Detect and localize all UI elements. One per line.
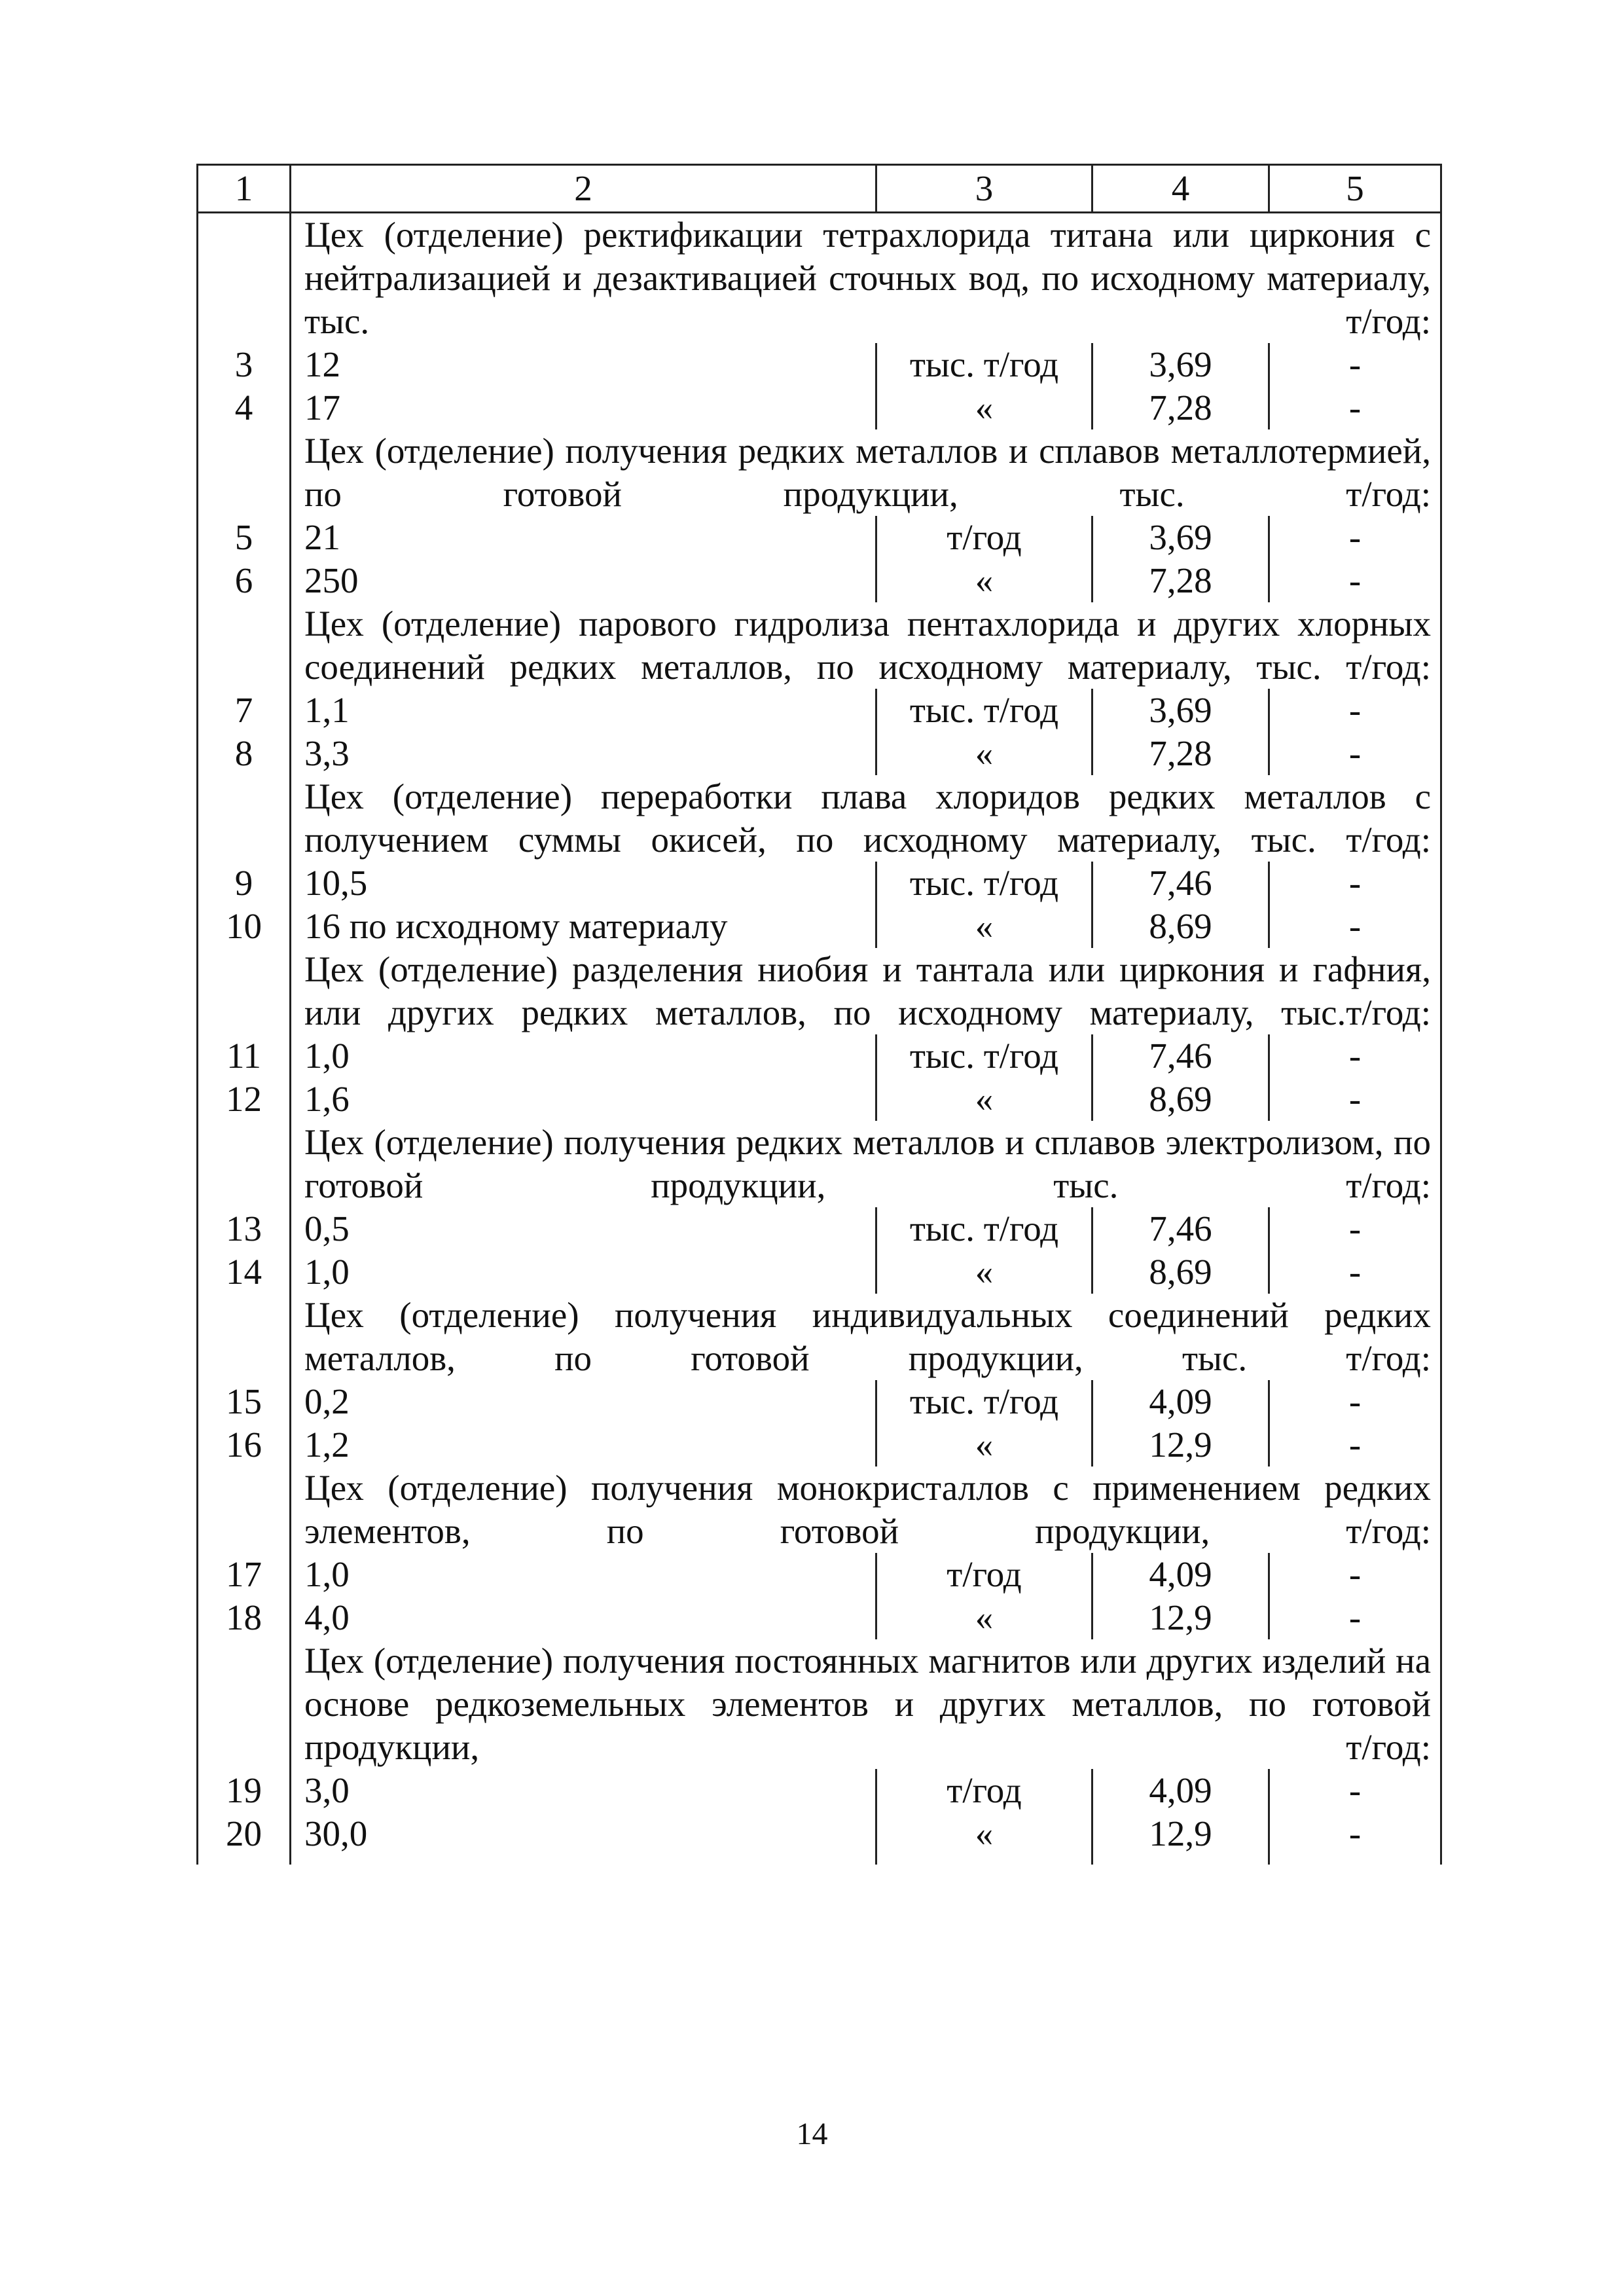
row-extra: -	[1269, 1207, 1441, 1250]
row-ratio: 7,46	[1092, 1034, 1269, 1078]
row-value: 21	[304, 517, 340, 557]
row-extra: -	[1269, 1769, 1441, 1812]
row-ratio: 7,28	[1092, 732, 1269, 775]
row-extra: -	[1269, 1596, 1441, 1639]
row-unit: т/год	[876, 1553, 1092, 1596]
row-value: 1,1	[304, 690, 350, 730]
row-value: 1,2	[304, 1425, 350, 1465]
row-number: 5	[198, 516, 291, 559]
page-number: 14	[796, 2117, 828, 2151]
row-unit: т/год	[876, 516, 1092, 559]
section-title: Цех (отделение) получения индивидуальных соединений редких металлов, по готовой продукции, тыс. т/год:	[291, 1294, 1441, 1380]
row-unit: «	[876, 1078, 1092, 1121]
row-extra: -	[1269, 516, 1441, 559]
row-number: 10	[198, 905, 291, 948]
section-title-row	[198, 213, 1441, 344]
section-title: Цех (отделение) парового гидролиза пентахлорида и других хлорных соединений редких металлов, по исходному материалу, тыс. т/год:	[291, 602, 1441, 689]
row-value: 1,0	[304, 1252, 350, 1292]
row-number: 11	[198, 1034, 291, 1078]
row-ratio: 12,9	[1092, 1423, 1269, 1467]
row-ratio: 4,09	[1092, 1380, 1269, 1423]
row-unit: «	[876, 1423, 1092, 1467]
row-number: 6	[198, 559, 291, 602]
row-value: 1,6	[304, 1079, 350, 1119]
row-number: 8	[198, 732, 291, 775]
row-number: 18	[198, 1596, 291, 1639]
row-ratio: 3,69	[1092, 689, 1269, 732]
row-value: 1,0	[304, 1554, 350, 1594]
row-ratio: 4,09	[1092, 1769, 1269, 1812]
section-title-row	[198, 1467, 1441, 1553]
table-row	[198, 516, 1441, 559]
row-ratio: 4,09	[1092, 1553, 1269, 1596]
table-row	[198, 386, 1441, 429]
row-value: 3,0	[304, 1770, 350, 1810]
table-row	[198, 905, 1441, 948]
row-extra: -	[1269, 689, 1441, 732]
row-number-cell	[198, 602, 291, 689]
table-row	[198, 1078, 1441, 1121]
row-extra: -	[1269, 1034, 1441, 1078]
row-ratio: 7,46	[1092, 862, 1269, 905]
section-title-row	[198, 948, 1441, 1034]
table-row	[198, 1423, 1441, 1467]
row-value: 3,3	[304, 733, 350, 773]
row-unit: т/год	[876, 1769, 1092, 1812]
row-ratio: 12,9	[1092, 1812, 1269, 1865]
section-title-row	[198, 602, 1441, 689]
row-extra: -	[1269, 1078, 1441, 1121]
row-extra: -	[1269, 1250, 1441, 1294]
section-title: Цех (отделение) разделения ниобия и тантала или циркония и гафния, или других редких металлов, по исходному материалу, тыс.т/год:	[291, 948, 1441, 1034]
table-row	[198, 1034, 1441, 1078]
table-row	[198, 689, 1441, 732]
section-title-row	[198, 429, 1441, 516]
row-extra: -	[1269, 862, 1441, 905]
header-col-2: 2	[291, 165, 876, 213]
row-unit: «	[876, 905, 1092, 948]
table-row	[198, 1553, 1441, 1596]
section-title: Цех (отделение) получения редких металлов и сплавов металлотермией, по готовой продукции, тыс. т/год:	[291, 429, 1441, 516]
section-title-row	[198, 1639, 1441, 1769]
row-number-cell	[198, 1294, 291, 1380]
row-extra: -	[1269, 905, 1441, 948]
section-title: Цех (отделение) переработки плава хлоридов редких металлов с получением суммы окисей, по исходному материалу, тыс. т/год:	[291, 775, 1441, 862]
row-ratio: 8,69	[1092, 1250, 1269, 1294]
row-number-cell	[198, 1639, 291, 1769]
header-col-5: 5	[1269, 165, 1441, 213]
table-body	[198, 213, 1441, 1865]
row-number: 3	[198, 343, 291, 386]
table-row	[198, 1596, 1441, 1639]
row-number-cell	[198, 429, 291, 516]
row-value: 16 по исходному материалу	[304, 906, 728, 946]
table-row	[198, 732, 1441, 775]
row-value: 30,0	[304, 1813, 368, 1853]
row-number-cell	[198, 948, 291, 1034]
row-value: 1,0	[304, 1036, 350, 1076]
table-row	[198, 1380, 1441, 1423]
row-unit: «	[876, 732, 1092, 775]
row-number: 7	[198, 689, 291, 732]
header-col-1: 1	[198, 165, 291, 213]
row-value: 0,2	[304, 1381, 350, 1421]
row-ratio: 3,69	[1092, 343, 1269, 386]
row-value: 4,0	[304, 1597, 350, 1637]
row-ratio: 7,28	[1092, 386, 1269, 429]
row-number: 12	[198, 1078, 291, 1121]
table-row	[198, 559, 1441, 602]
row-extra: -	[1269, 343, 1441, 386]
row-unit: тыс. т/год	[876, 862, 1092, 905]
row-value: 12	[304, 344, 340, 384]
row-ratio: 8,69	[1092, 1078, 1269, 1121]
table-row	[198, 1207, 1441, 1250]
row-extra: -	[1269, 1553, 1441, 1596]
row-number: 4	[198, 386, 291, 429]
section-title: Цех (отделение) получения редких металлов и сплавов электролизом, по готовой продукции, тыс. т/год:	[291, 1121, 1441, 1207]
row-extra: -	[1269, 1380, 1441, 1423]
row-unit: тыс. т/год	[876, 1380, 1092, 1423]
row-unit: «	[876, 1812, 1092, 1865]
norms-table	[196, 164, 1442, 1865]
section-title-row	[198, 1121, 1441, 1207]
row-number: 17	[198, 1553, 291, 1596]
row-value: 10,5	[304, 863, 368, 903]
row-extra: -	[1269, 1812, 1441, 1865]
row-number-cell	[198, 1121, 291, 1207]
row-ratio: 7,28	[1092, 559, 1269, 602]
row-extra: -	[1269, 1423, 1441, 1467]
row-extra: -	[1269, 386, 1441, 429]
row-unit: «	[876, 559, 1092, 602]
row-number: 15	[198, 1380, 291, 1423]
row-unit: «	[876, 1596, 1092, 1639]
header-col-4: 4	[1092, 165, 1269, 213]
table-row	[198, 1250, 1441, 1294]
row-value: 17	[304, 388, 340, 428]
row-unit: тыс. т/год	[876, 1034, 1092, 1078]
row-value: 0,5	[304, 1209, 350, 1248]
row-number-cell	[198, 213, 291, 344]
section-title-row	[198, 775, 1441, 862]
table-row	[198, 862, 1441, 905]
row-number: 14	[198, 1250, 291, 1294]
row-ratio: 3,69	[1092, 516, 1269, 559]
row-extra: -	[1269, 732, 1441, 775]
table-row	[198, 343, 1441, 386]
section-title: Цех (отделение) получения постоянных магнитов или других изделий на основе редкоземельных элементов и других металлов, по готовой продукции, т/год:	[291, 1639, 1441, 1769]
row-extra: -	[1269, 559, 1441, 602]
header-row	[198, 165, 1441, 213]
row-number-cell	[198, 775, 291, 862]
row-number-cell	[198, 1467, 291, 1553]
row-unit: тыс. т/год	[876, 1207, 1092, 1250]
table-row	[198, 1812, 1441, 1865]
row-unit: «	[876, 1250, 1092, 1294]
row-unit: «	[876, 386, 1092, 429]
row-ratio: 12,9	[1092, 1596, 1269, 1639]
section-title: Цех (отделение) ректификации тетрахлорида титана или циркония с нейтрализацией и дезактивацией сточных вод, по исходному материалу, тыс. т/год:	[291, 213, 1441, 344]
row-number: 13	[198, 1207, 291, 1250]
table-row	[198, 1769, 1441, 1812]
row-unit: тыс. т/год	[876, 343, 1092, 386]
header-col-3: 3	[876, 165, 1092, 213]
row-number: 9	[198, 862, 291, 905]
row-unit: тыс. т/год	[876, 689, 1092, 732]
row-number: 16	[198, 1423, 291, 1467]
section-title-row	[198, 1294, 1441, 1380]
row-ratio: 8,69	[1092, 905, 1269, 948]
row-ratio: 7,46	[1092, 1207, 1269, 1250]
row-number: 19	[198, 1769, 291, 1812]
row-value: 250	[304, 560, 359, 600]
section-title: Цех (отделение) получения монокристаллов с применением редких элементов, по готовой продукции, т/год:	[291, 1467, 1441, 1553]
row-number: 20	[198, 1812, 291, 1865]
